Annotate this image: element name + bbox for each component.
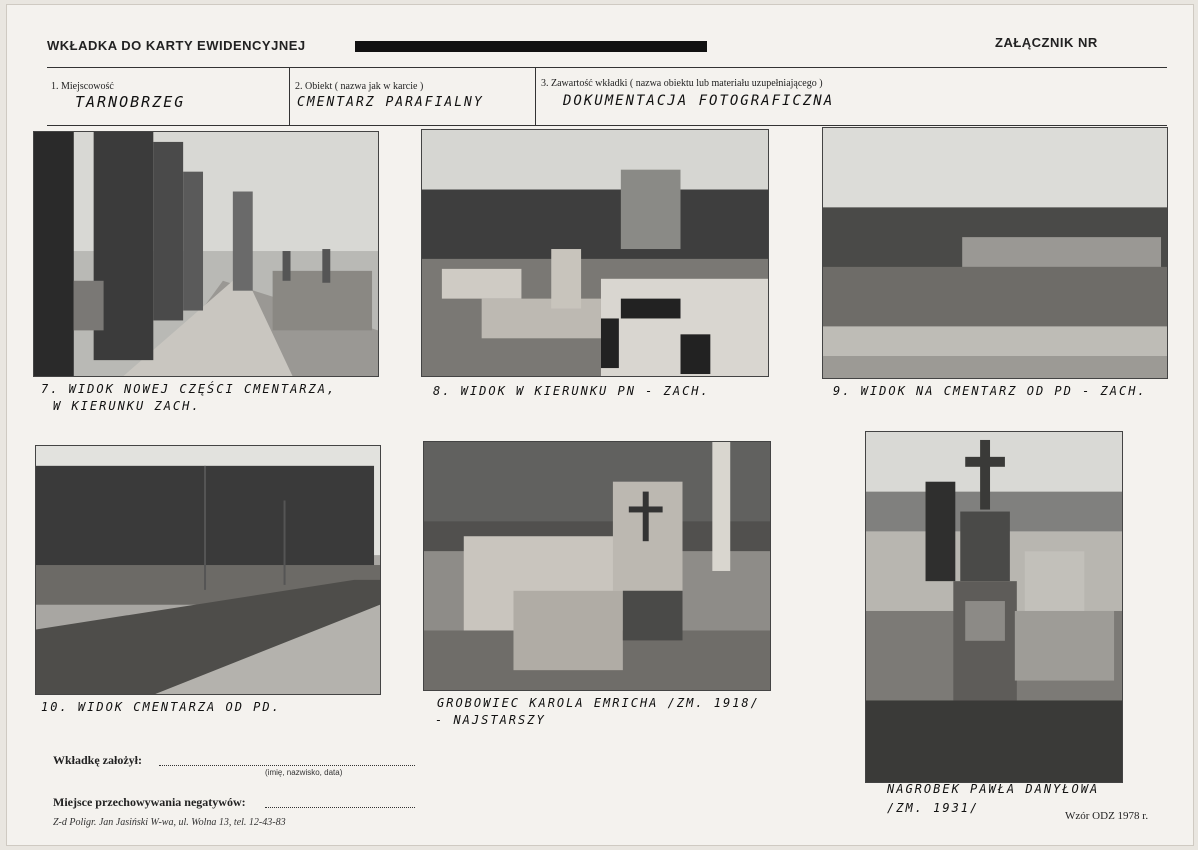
photo-7-caption-line-2: W KIERUNKU ZACH. [53,399,201,413]
photo-9-view-southwest [822,127,1168,379]
field-label-object: 2. Obiekt ( nazwa jak w karcie ) [295,81,424,92]
photo-emrich-tomb [423,441,771,691]
form-top-rule [47,67,1167,68]
field-value-object: CMENTARZ PARAFIALNY [297,95,484,110]
photo-danylow-caption-line-2: /ZM. 1931/ [887,801,980,815]
photo-emrich-caption-line-2: - NAJSTARSZY [435,713,546,727]
photo-7-caption-line-1: 7. WIDOK NOWEJ CZĘŚCI CMENTARZA, [41,382,337,396]
photo-10-view-south [35,445,381,695]
photo-8-graves-northwest [421,129,769,377]
form-divider-1 [289,67,290,125]
field-value-content: DOKUMENTACJA FOTOGRAFICZNA [563,93,835,109]
field-label-content: 3. Zawartość wkładki ( nazwa obiektu lub materiału uzupełniającego ) [541,78,823,89]
redaction-bar [355,41,707,52]
negatives-storage-line [265,807,415,808]
photo-danylow-caption-line-1: NAGROBEK PAWŁA DANYŁOWA [887,782,1100,796]
founded-by-note: (imię, nazwisko, data) [265,768,343,777]
document-title: WKŁADKA DO KARTY EWIDENCYJNEJ [47,38,306,53]
photo-8-caption: 8. WIDOK W KIERUNKU PN - ZACH. [433,384,710,398]
photo-7-cemetery-alley [33,131,379,377]
form-pattern-label: Wzór ODZ 1978 r. [1065,810,1149,822]
founded-by-label: Wkładkę założył: [53,753,142,767]
photo-10-caption: 10. WIDOK CMENTARZA OD PD. [41,700,281,714]
founded-by-line [159,765,415,766]
photo-danylow-gravestone [865,431,1123,783]
photo-9-caption: 9. WIDOK NA CMENTARZ OD PD - ZACH. [833,384,1147,398]
photo-emrich-caption-line-1: GROBOWIEC KAROLA EMRICHA /ZM. 1918/ [437,696,760,710]
attachment-number-label: ZAŁĄCZNIK NR [995,35,1098,50]
form-divider-2 [535,67,536,125]
field-value-locality: TARNOBRZEG [75,93,186,111]
document-sheet [6,4,1194,846]
field-label-locality: 1. Miejscowość [51,81,114,92]
printer-imprint: Z-d Poligr. Jan Jasiński W-wa, ul. Wolna 13, tel. 12-43-83 [53,817,286,828]
negatives-storage-label: Miejsce przechowywania negatywów: [53,795,246,809]
form-bottom-rule [47,125,1167,126]
